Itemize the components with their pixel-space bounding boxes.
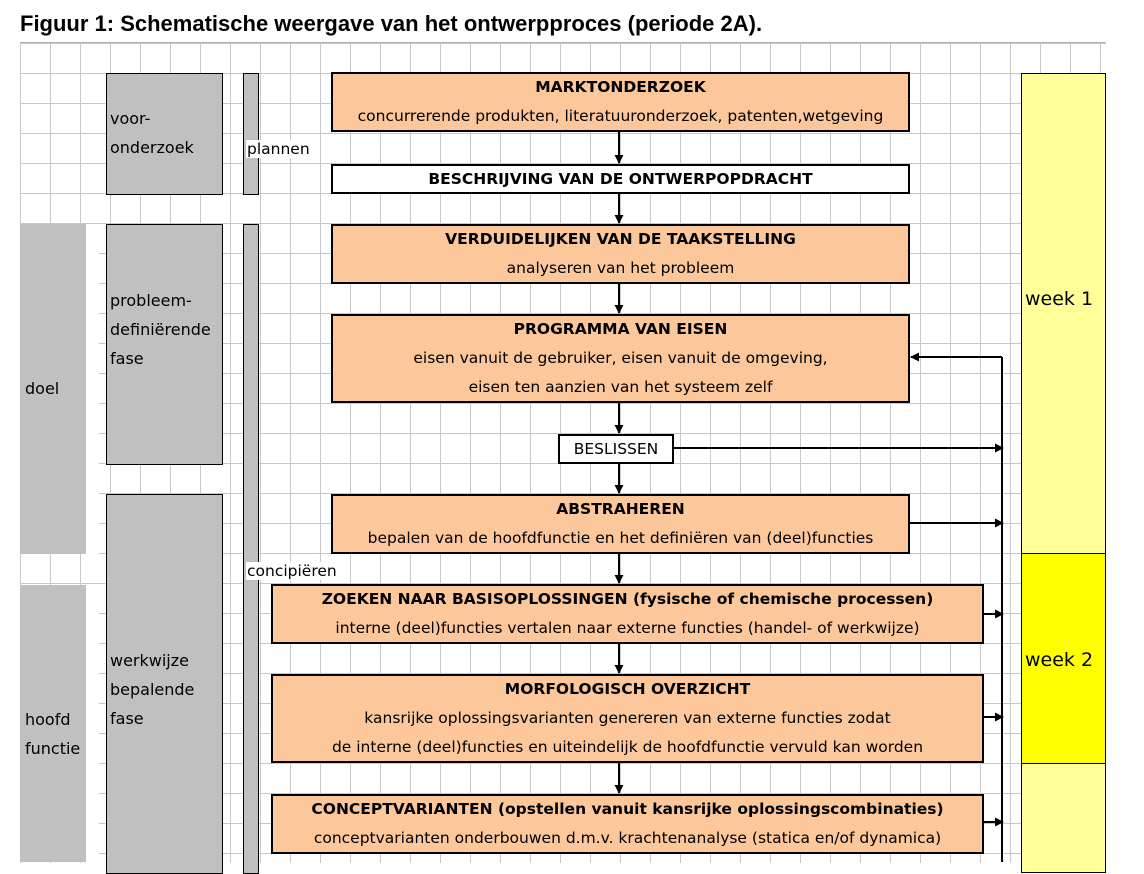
label-hoofdfunctie: hoofd functie xyxy=(25,710,81,758)
step-description: eisen ten aanzien van het systeem zelf xyxy=(468,378,773,396)
label-doel: doel xyxy=(25,379,60,398)
step-title: CONCEPTVARIANTEN (opstellen vanuit kansrijke oplossingscombinaties) xyxy=(311,800,944,818)
label-week1: week 1 xyxy=(1025,288,1094,310)
step-title: ABSTRAHEREN xyxy=(556,500,685,518)
step-zoeken-basisoplossingen xyxy=(271,584,984,644)
step-abstraheren xyxy=(331,494,910,554)
step-morfologisch-overzicht xyxy=(271,674,984,763)
label-werkwijzebepalende: werkwijze bepalende fase xyxy=(110,651,195,728)
label-plannen: plannen xyxy=(247,140,310,158)
step-description: conceptvarianten onderbouwen d.m.v. krachtenanalyse (statica en/of dynamica) xyxy=(313,829,942,847)
label-vooronderzoek: voor- onderzoek xyxy=(110,109,194,157)
step-title: PROGRAMMA VAN EISEN xyxy=(513,320,728,338)
step-description: analyseren van het probleem xyxy=(506,259,735,277)
step-description: de interne (deel)functies en uiteindelijk de hoofdfunctie vervuld kan worden xyxy=(331,738,924,756)
step-description: eisen vanuit de gebruiker, eisen vanuit de omgeving, xyxy=(413,349,828,367)
step-description: interne (deel)functies vertalen naar externe functies (handel- of werkwijze) xyxy=(335,619,920,637)
label-week2: week 2 xyxy=(1025,649,1094,671)
label-probleemdefinierende: probleem- definiërende fase xyxy=(110,291,211,368)
step-title: MORFOLOGISCH OVERZICHT xyxy=(504,680,751,698)
step-title: BESCHRIJVING VAN DE ONTWERPOPDRACHT xyxy=(428,169,813,188)
step-title: MARKTONDERZOEK xyxy=(535,78,706,96)
step-title: VERDUIDELIJKEN VAN DE TAAKSTELLING xyxy=(445,230,796,248)
figure-title: Figuur 1: Schematische weergave van het ontwerpproces (periode 2A). xyxy=(20,11,763,36)
step-beschrijving xyxy=(331,164,910,194)
step-title: BESLISSEN xyxy=(573,439,659,458)
label-concipieren: concipiëren xyxy=(247,562,337,580)
step-conceptvarianten xyxy=(271,794,984,854)
step-beslissen xyxy=(558,434,674,464)
step-title: ZOEKEN NAAR BASISOPLOSSINGEN (fysische of chemische processen) xyxy=(321,590,934,608)
step-marktonderzoek xyxy=(331,72,910,132)
step-verduidelijken xyxy=(331,224,910,284)
step-programma-van-eisen xyxy=(331,314,910,403)
step-description: bepalen van de hoofdfunctie en het definiëren van (deel)functies xyxy=(367,529,874,547)
step-description: concurrerende produkten, literatuuronderzoek, patenten,wetgeving xyxy=(357,107,884,125)
step-description: kansrijke oplossingsvarianten genereren van externe functies zodat xyxy=(364,709,891,727)
